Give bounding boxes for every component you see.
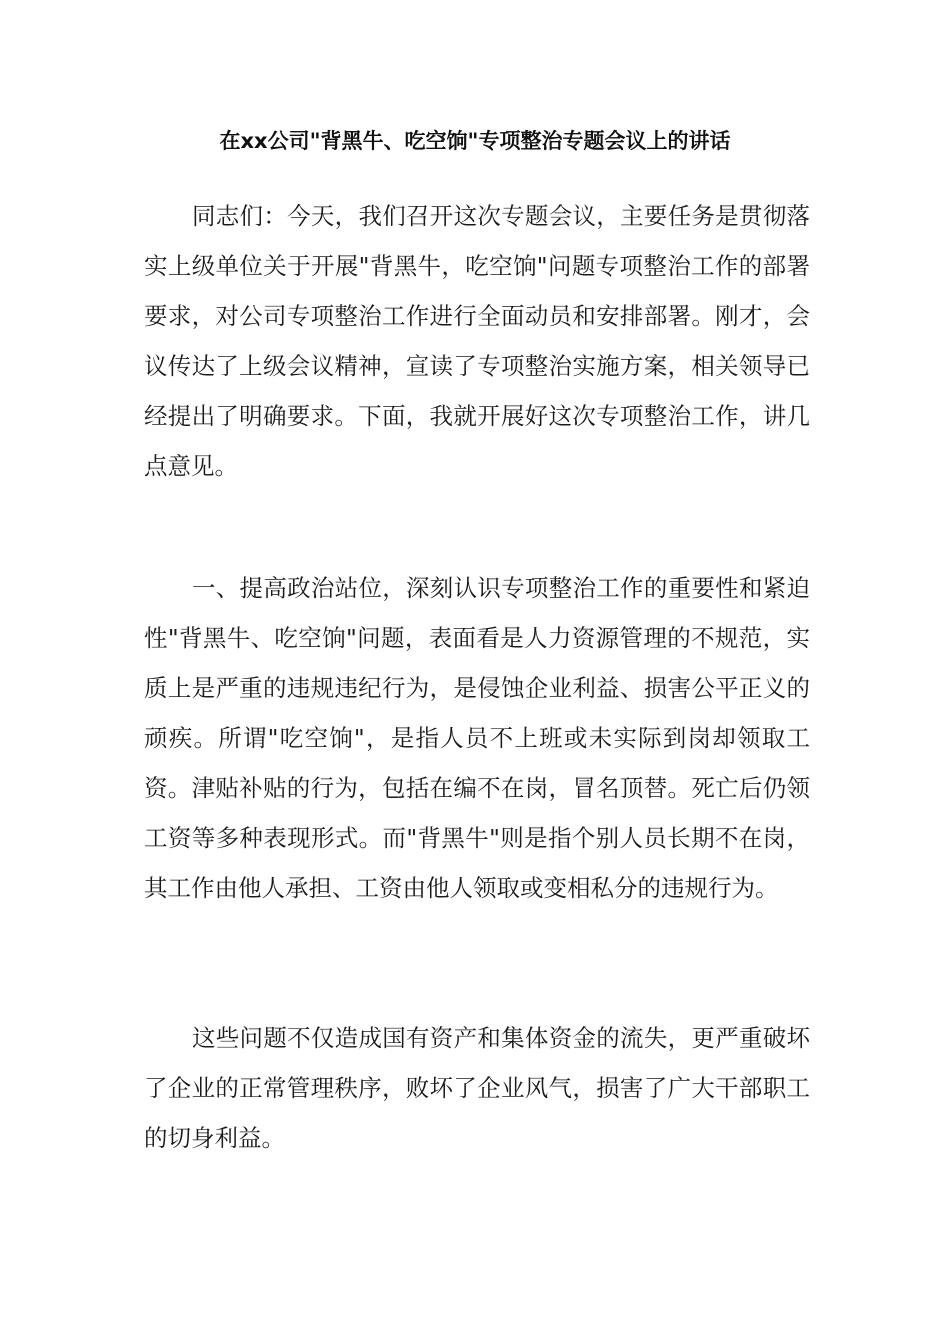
- paragraph-section-one: 一、提高政治站位，深刻认识专项整治工作的重要性和紧迫性"背黑牛、吃空饷"问题，表面看是人力资源管理的不规范，实质上是严重的违规违纪行为，是侵蚀企业利益、损害公平正义的顽疾。所谓"吃空饷"，是指人员不上班或未实际到岗却领取工资。津贴补贴的行为，包括在编不在岗，冒名顶替。死亡后仍领工资等多种表现形式。而"背黑牛"则是指个别人员长期不在岗，其工作由他人承担、工资由他人领取或变相私分的违规行为。: [144, 574, 810, 902]
- document-title: 在xx公司"背黑牛、吃空饷"专项整治专题会议上的讲话: [219, 129, 731, 153]
- paragraph-consequences: 这些问题不仅造成国有资产和集体资金的流失，更严重破坏了企业的正常管理秩序，败坏了企业风气，损害了广大干部职工的切身利益。: [144, 1024, 810, 1152]
- paragraph-opening: 同志们：今天，我们召开这次专题会议，主要任务是贯彻落实上级单位关于开展"背黑牛，吃空饷"问题专项整治工作的部署要求，对公司专项整治工作进行全面动员和安排部署。刚才，会议传达了上级会议精神，宣读了专项整治实施方案，相关领导已经提出了明确要求。下面，我就开展好这次专项整治工作，讲几点意见。: [144, 202, 810, 480]
